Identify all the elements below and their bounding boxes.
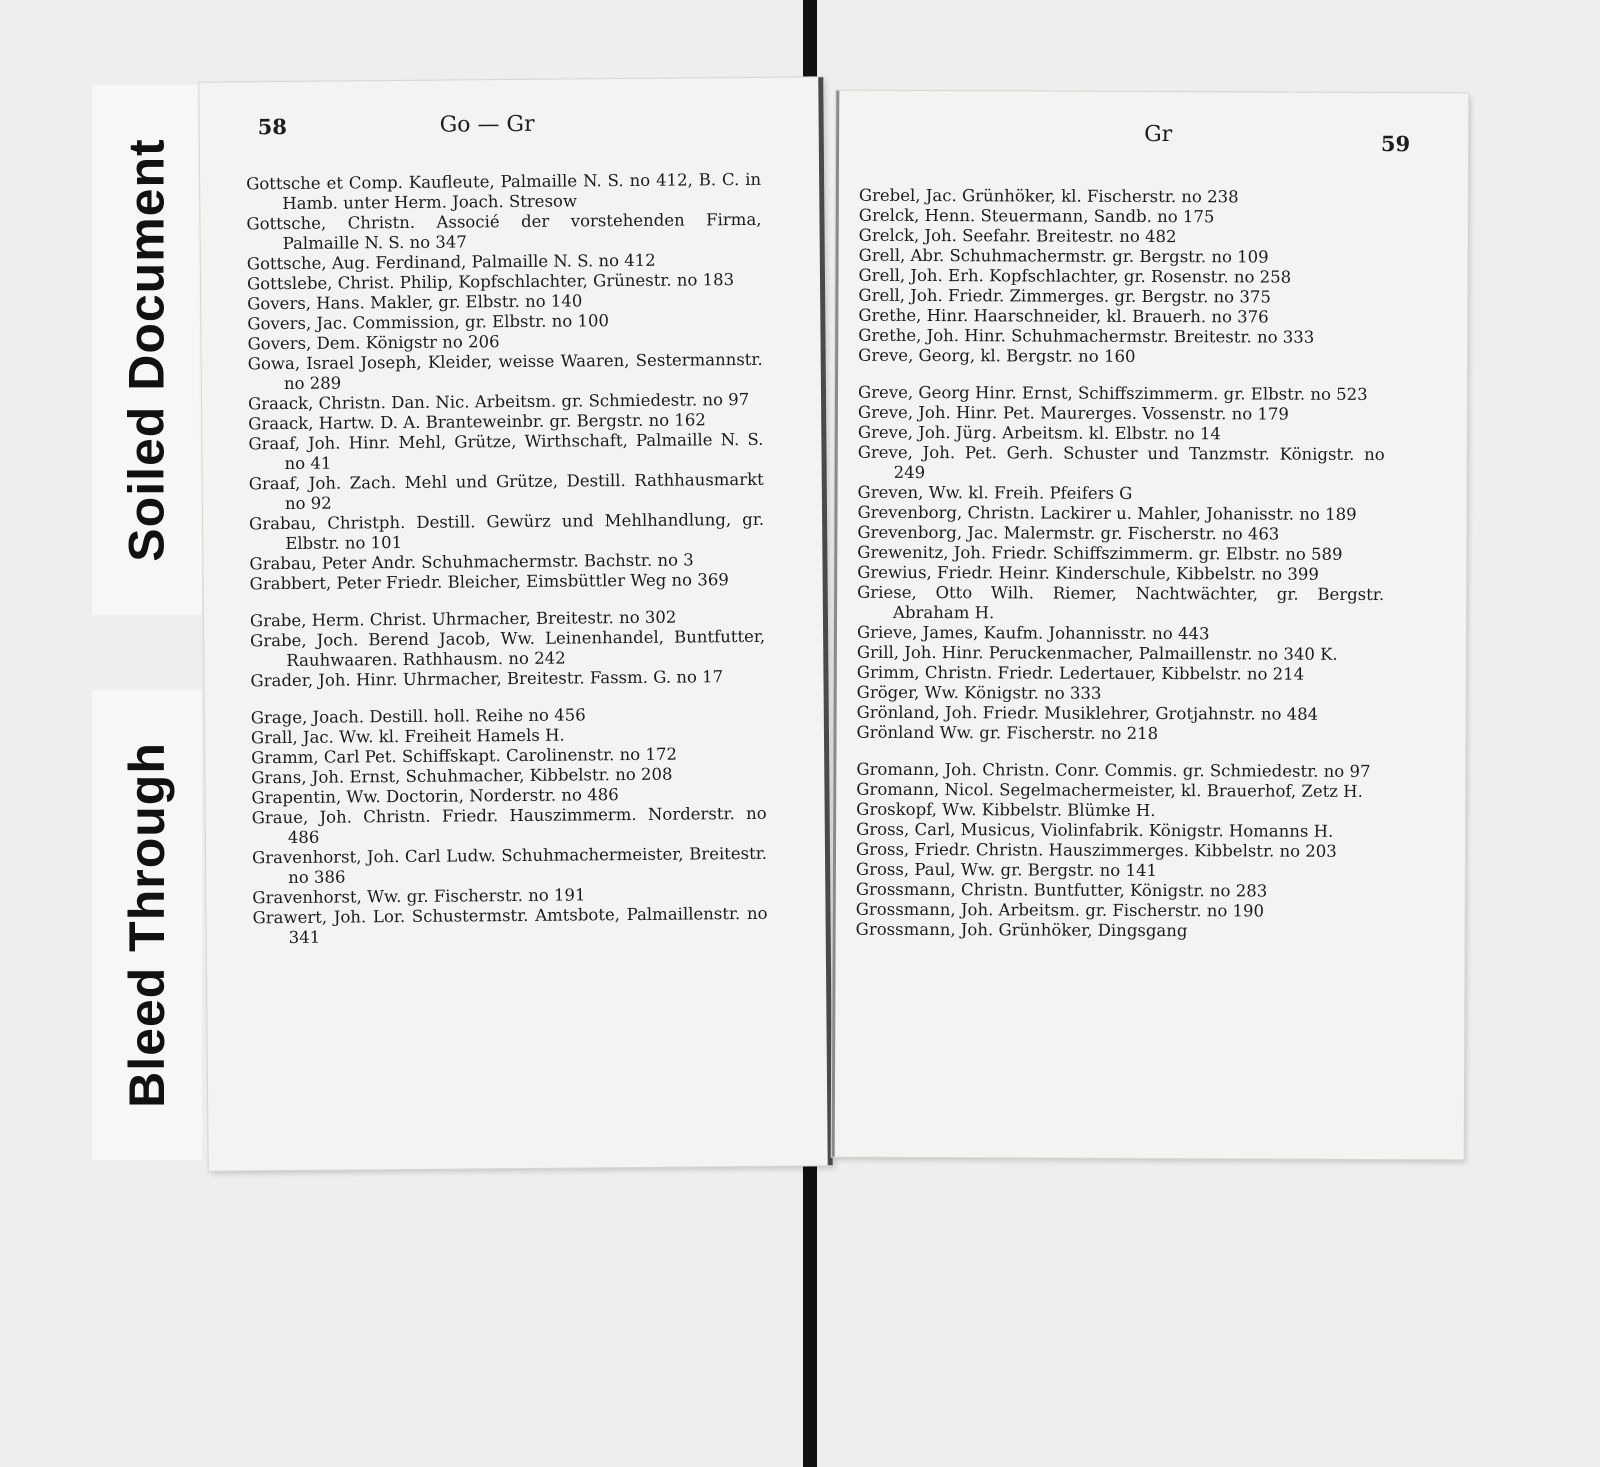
directory-entry: Grill, Joh. Hinr. Peruckenmacher, Palmaillenstr. no 340 K. bbox=[856, 642, 1338, 664]
directory-entry: Grans, Joh. Ernst, Schuhmacher, Kibbelstr. no 208 bbox=[251, 764, 673, 788]
directory-entry: Gramm, Carl Pet. Schiffskapt. Carolinenstr. no 172 bbox=[251, 744, 678, 768]
directory-entry: Grönland, Joh. Friedr. Musiklehrer, Grotjahnstr. no 484 bbox=[856, 702, 1319, 724]
directory-entry: Greve, Georg Hinr. Ernst, Schiffszimmerm. gr. Elbstr. no 523 bbox=[857, 382, 1368, 404]
directory-entry: Grell, Abr. Schuhmachermstr. gr. Bergstr. no 109 bbox=[858, 245, 1269, 267]
directory-entry: Gromann, Nicol. Segelmachermeister, kl. Brauerhof, Zetz H. bbox=[856, 779, 1363, 801]
directory-entry: Graack, Christn. Dan. Nic. Arbeitsm. gr. Schmiedestr. no 97 bbox=[247, 389, 750, 414]
directory-entry: Grewius, Friedr. Heinr. Kinderschule, Kibbelstr. no 399 bbox=[857, 562, 1319, 584]
directory-entry: Grage, Joach. Destill. holl. Reihe no 456 bbox=[250, 705, 586, 728]
directory-entry: Grabau, Peter Andr. Schuhmachermstr. Bachstr. no 3 bbox=[249, 550, 694, 574]
left-entry-list bbox=[246, 170, 768, 948]
directory-entry: Gross, Carl, Musicus, Violinfabrik. Königstr. Homanns H. bbox=[856, 819, 1334, 841]
directory-entry: Grall, Jac. Ww. kl. Freiheit Hamels H. bbox=[250, 725, 565, 748]
directory-entry: Gross, Paul, Ww. gr. Bergstr. no 141 bbox=[855, 859, 1158, 881]
directory-entry: Grebel, Jac. Grünhöker, kl. Fischerstr. no 238 bbox=[858, 185, 1239, 207]
directory-entry: Groskopf, Ww. Kibbelstr. Blümke H. bbox=[856, 799, 1156, 821]
soiled-document-label bbox=[92, 85, 202, 615]
directory-entry: Gottsche et Comp. Kaufleute, Palmaille N. S. no 412, B. C. in Hamb. unter Herm. Joach. Stresow bbox=[246, 169, 762, 214]
left-page-header bbox=[258, 110, 777, 151]
directory-entry: Grethe, Hinr. Haarschneider, kl. Brauerh. no 376 bbox=[858, 305, 1269, 327]
directory-entry: Grelck, Joh. Seefahr. Breitestr. no 482 bbox=[858, 225, 1177, 247]
right-page bbox=[832, 91, 1469, 1160]
directory-entry: Govers, Dem. Königstr no 206 bbox=[247, 332, 500, 354]
directory-entry: Greve, Joh. Hinr. Pet. Maurerges. Vossenstr. no 179 bbox=[857, 402, 1289, 424]
directory-entry: Grewenitz, Joh. Friedr. Schiffszimmerm. gr. Elbstr. no 589 bbox=[857, 542, 1343, 564]
directory-entry: Govers, Hans. Makler, gr. Elbstr. no 140 bbox=[247, 291, 583, 314]
directory-entry: Grabbert, Peter Friedr. Bleicher, Eimsbüttler Weg no 369 bbox=[249, 570, 729, 594]
bleed-through-label bbox=[92, 690, 202, 1160]
directory-entry: Graaf, Joh. Hinr. Mehl, Grütze, Wirthschaft, Palmaille N. S. no 41 bbox=[248, 429, 764, 474]
directory-entry: Greve, Joh. Jürg. Arbeitsm. kl. Elbstr. no 14 bbox=[857, 422, 1221, 444]
directory-entry: Greve, Georg, kl. Bergstr. no 160 bbox=[858, 345, 1136, 366]
right-page-number: 59 bbox=[1380, 131, 1411, 157]
directory-entry: Grabe, Herm. Christ. Uhrmacher, Breitestr. no 302 bbox=[249, 607, 677, 631]
directory-entry: Gottslebe, Christ. Philip, Kopfschlachter, Grünestr. no 183 bbox=[246, 270, 735, 294]
directory-entry: Gravenhorst, Ww. gr. Fischerstr. no 191 bbox=[252, 885, 586, 908]
directory-entry: Graue, Joh. Christn. Friedr. Hauszimmerm. Norderstr. no 486 bbox=[251, 803, 767, 847]
directory-entry: Gröger, Ww. Königstr. no 333 bbox=[856, 682, 1102, 703]
directory-entry: Grell, Joh. Erh. Kopfschlachter, gr. Rosenstr. no 258 bbox=[858, 265, 1292, 287]
directory-entry: Grossmann, Christn. Buntfutter, Königstr. no 283 bbox=[855, 879, 1268, 901]
right-running-head: Gr bbox=[1144, 121, 1173, 148]
directory-entry: Gowa, Israel Joseph, Kleider, weisse Waaren, Sestermannstr. no 289 bbox=[247, 349, 763, 394]
bleed-through-text: Bleed Through bbox=[119, 742, 176, 1108]
directory-entry: Greve, Joh. Pet. Gerh. Schuster und Tanzmstr. Königstr. no 249 bbox=[857, 442, 1385, 483]
directory-entry: Grimm, Christn. Friedr. Ledertauer, Kibbelstr. no 214 bbox=[856, 662, 1305, 684]
directory-entry: Grossmann, Joh. Grünhöker, Dingsgang bbox=[855, 919, 1188, 941]
directory-entry: Grapentin, Ww. Doctorin, Norderstr. no 486 bbox=[251, 785, 619, 808]
directory-entry: Grevenborg, Jac. Malermstr. gr. Fischerstr. no 463 bbox=[857, 522, 1280, 544]
directory-entry: Gottsche, Aug. Ferdinand, Palmaille N. S. no 412 bbox=[246, 250, 656, 274]
directory-entry: Grieve, James, Kaufm. Johannisstr. no 443 bbox=[856, 622, 1210, 644]
directory-entry: Grabe, Joch. Berend Jacob, Ww. Leinenhandel, Buntfutter, Rauhwaaren. Rathhausm. no 242 bbox=[250, 626, 766, 671]
spine-shadow-bottom bbox=[803, 1125, 817, 1467]
left-page-number: 58 bbox=[257, 113, 287, 140]
directory-entry: Graaf, Joh. Zach. Mehl und Grütze, Destill. Rathhausmarkt no 92 bbox=[248, 469, 764, 514]
left-page bbox=[199, 77, 832, 1170]
directory-entry: Greven, Ww. kl. Freih. Pfeifers G bbox=[857, 482, 1133, 503]
left-running-head: Go — Gr bbox=[439, 111, 535, 138]
directory-entry: Grader, Joh. Hinr. Uhrmacher, Breitestr. Fassm. G. no 17 bbox=[250, 667, 724, 691]
directory-entry: Graack, Hartw. D. A. Branteweinbr. gr. Bergstr. no 162 bbox=[248, 410, 706, 434]
directory-entry: Grabau, Christph. Destill. Gewürz und Mehlhandlung, gr. Elbstr. no 101 bbox=[249, 509, 765, 554]
directory-entry: Griese, Otto Wilh. Riemer, Nachtwächter, gr. Bergstr. Abraham H. bbox=[857, 582, 1385, 623]
directory-entry: Grawert, Joh. Lor. Schustermstr. Amtsbote, Palmaillenstr. no 341 bbox=[252, 903, 768, 947]
directory-entry: Grönland Ww. gr. Fischerstr. no 218 bbox=[856, 722, 1159, 744]
right-page-header bbox=[879, 121, 1410, 159]
soiled-document-text: Soiled Document bbox=[119, 138, 175, 562]
directory-entry: Gottsche, Christn. Associé der vorstehenden Firma, Palmaille N. S. no 347 bbox=[246, 209, 762, 254]
directory-entry: Grell, Joh. Friedr. Zimmerges. gr. Bergstr. no 375 bbox=[858, 285, 1271, 307]
directory-entry: Gravenhorst, Joh. Carl Ludw. Schuhmachermeister, Breitestr. no 386 bbox=[251, 843, 768, 887]
directory-entry: Gross, Friedr. Christn. Hauszimmerges. Kibbelstr. no 203 bbox=[855, 839, 1337, 861]
directory-entry: Grossmann, Joh. Arbeitsm. gr. Fischerstr. no 190 bbox=[855, 899, 1265, 921]
directory-entry: Gromann, Joh. Christn. Conr. Commis. gr. Schmiedestr. no 97 bbox=[856, 759, 1371, 781]
directory-entry: Grethe, Joh. Hinr. Schuhmachermstr. Breitestr. no 333 bbox=[858, 325, 1315, 347]
right-entry-list bbox=[856, 186, 1386, 942]
directory-entry: Govers, Jac. Commission, gr. Elbstr. no 100 bbox=[247, 311, 610, 334]
directory-entry: Grelck, Henn. Steuermann, Sandb. no 175 bbox=[858, 205, 1215, 227]
directory-entry: Grevenborg, Christn. Lackirer u. Mahler, Johanisstr. no 189 bbox=[857, 502, 1357, 524]
